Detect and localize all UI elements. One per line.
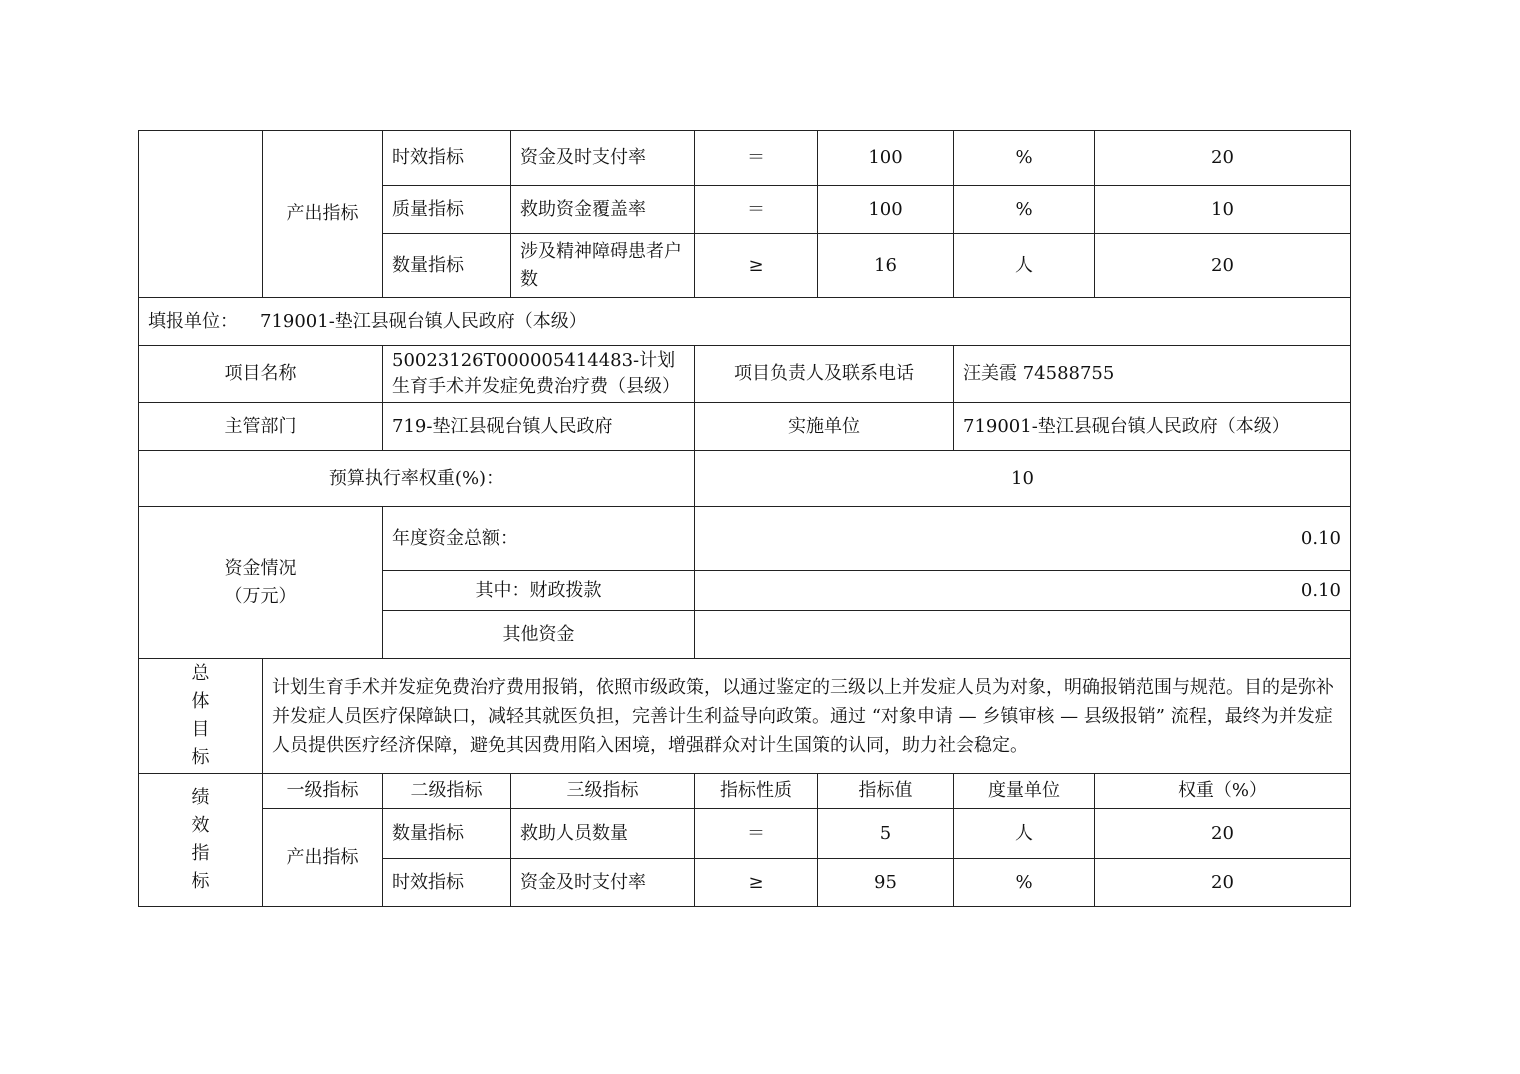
- nature-cell: ＝: [695, 131, 818, 186]
- department-row: [139, 403, 1351, 451]
- objective-row: [139, 659, 1351, 774]
- implementing-unit-value: 719001-垫江县砚台镇人民政府（本级）: [954, 403, 1351, 451]
- objective-text: 计划生育手术并发症免费治疗费用报销，依照市级政策，以通过鉴定的三级以上并发症人员为对象，明确报销范围与规范。目的是弥补并发症人员医疗保障缺口，减轻其就医负担，完善计生利益导向政策。通过 “对象申请 — 乡镇审核 — 县级报销” 流程，最终为并发症人员提供医疗经济保障，避免其因费用陷入困境，增强群众对计生国策的认同，助力社会稳定。: [263, 659, 1351, 774]
- header-nature: 指标性质: [695, 774, 818, 809]
- header-weight: 权重（%）: [1095, 774, 1351, 809]
- level3-cell: 资金及时支付率: [511, 131, 695, 186]
- level2-cell: 数量指标: [383, 809, 511, 859]
- performance-table: [138, 130, 1351, 907]
- objective-label-char: 总: [191, 663, 210, 684]
- nature-cell: ≥: [695, 234, 818, 298]
- filing-unit-value: 719001-垫江县砚台镇人民政府（本级）: [260, 310, 587, 332]
- indicator-header-row: [139, 774, 1351, 809]
- level2-cell: 时效指标: [383, 859, 511, 907]
- value-cell: 100: [818, 186, 954, 234]
- header-level2: 二级指标: [383, 774, 511, 809]
- value-cell: 100: [818, 131, 954, 186]
- unit-cell: %: [954, 131, 1095, 186]
- header-value: 指标值: [818, 774, 954, 809]
- funds-fiscal-label: 其中：财政拨款: [383, 571, 695, 611]
- unit-cell: %: [954, 859, 1095, 907]
- funds-other-value: [695, 611, 1351, 659]
- level2-cell: 时效指标: [383, 131, 511, 186]
- nature-cell: ≥: [695, 859, 818, 907]
- level3-cell: 涉及精神障碍患者户数: [511, 234, 695, 298]
- objective-label-char: 目: [191, 719, 210, 740]
- filing-unit-row: [139, 298, 1351, 346]
- funds-label: [139, 507, 383, 659]
- performance-label-char: 绩: [191, 787, 210, 808]
- implementing-unit-label: 实施单位: [695, 403, 954, 451]
- budget-weight-row: [139, 451, 1351, 507]
- level1-cell: 产出指标: [263, 131, 383, 298]
- performance-label-char: 效: [191, 815, 210, 836]
- funds-label-line2: （万元）: [224, 585, 297, 607]
- header-level3: 三级指标: [511, 774, 695, 809]
- budget-weight-value: 10: [695, 451, 1351, 507]
- performance-label-char: 标: [191, 871, 210, 892]
- budget-weight-label: 预算执行率权重(%)：: [139, 451, 695, 507]
- department-value: 719-垫江县砚台镇人民政府: [383, 403, 695, 451]
- funds-total-row: [139, 507, 1351, 571]
- filing-unit-cell: [139, 298, 1351, 346]
- table-row: [139, 809, 1351, 859]
- performance-label: [139, 774, 263, 907]
- header-unit: 度量单位: [954, 774, 1095, 809]
- funds-total-label: 年度资金总额：: [383, 507, 695, 571]
- value-cell: 95: [818, 859, 954, 907]
- level3-cell: 救助人员数量: [511, 809, 695, 859]
- objective-label: [139, 659, 263, 774]
- project-name-value: 50023126T000005414483-计划生育手术并发症免费治疗费（县级）: [383, 346, 695, 403]
- funds-other-label: 其他资金: [383, 611, 695, 659]
- weight-cell: 10: [1095, 186, 1351, 234]
- filing-unit-label: 填报单位：: [148, 310, 238, 332]
- blank-cell: [139, 131, 263, 298]
- header-level1: 一级指标: [263, 774, 383, 809]
- performance-label-char: 指: [191, 843, 210, 864]
- funds-fiscal-value: 0.10: [695, 571, 1351, 611]
- funds-label-line1: 资金情况: [224, 557, 297, 579]
- weight-cell: 20: [1095, 234, 1351, 298]
- funds-total-value: 0.10: [695, 507, 1351, 571]
- unit-cell: 人: [954, 809, 1095, 859]
- nature-cell: ＝: [695, 186, 818, 234]
- objective-label-char: 体: [191, 691, 210, 712]
- value-cell: 5: [818, 809, 954, 859]
- table-row: [139, 131, 1351, 186]
- unit-cell: %: [954, 186, 1095, 234]
- value-cell: 16: [818, 234, 954, 298]
- level2-cell: 数量指标: [383, 234, 511, 298]
- weight-cell: 20: [1095, 859, 1351, 907]
- level1-cell: 产出指标: [263, 809, 383, 907]
- project-leader-label: 项目负责人及联系电话: [695, 346, 954, 403]
- weight-cell: 20: [1095, 131, 1351, 186]
- nature-cell: ＝: [695, 809, 818, 859]
- project-name-label: 项目名称: [139, 346, 383, 403]
- weight-cell: 20: [1095, 809, 1351, 859]
- level3-cell: 救助资金覆盖率: [511, 186, 695, 234]
- level3-cell: 资金及时支付率: [511, 859, 695, 907]
- level2-cell: 质量指标: [383, 186, 511, 234]
- objective-label-char: 标: [191, 747, 210, 768]
- project-leader-value: 汪美霞 74588755: [954, 346, 1351, 403]
- unit-cell: 人: [954, 234, 1095, 298]
- project-name-row: [139, 346, 1351, 403]
- department-label: 主管部门: [139, 403, 383, 451]
